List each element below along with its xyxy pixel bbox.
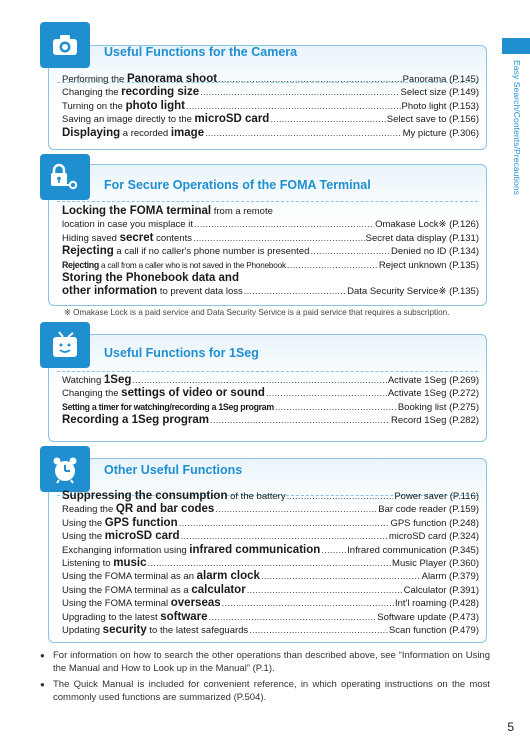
item-label: Using the microSD card [62,530,180,543]
page-reference: Activate 1Seg (P.272) [387,388,479,400]
page-reference: Int'l roaming (P.428) [394,598,479,610]
section-title: Useful Functions for the Camera [104,45,298,59]
list-item [62,232,479,245]
dot-leader [179,517,390,530]
list-item [62,597,479,610]
dot-leader [205,127,402,140]
section-tab-marker [502,38,530,54]
list-item: Recording a 1Seg program ..... Record 1Seg (P.282) [62,414,479,427]
camera-icon [40,22,90,68]
page-reference: Power saver (P.116) [394,491,479,502]
item-label: Listening to music [62,557,147,570]
list-item: Locking the FOMA terminal from a remote [62,205,273,217]
dot-leader [222,597,394,610]
page-reference: Alarm (P.379) [421,571,479,583]
item-label: Displaying a recorded image [62,126,205,139]
item-label: Using the FOMA terminal overseas [62,597,221,610]
item-label: Changing the recording size [62,86,200,99]
list-item [62,73,479,86]
side-section-label: Easy Search/Contents/Precautions [512,60,522,196]
footnote: ※ Omakase Lock is a paid service and Data Security Service is a paid service that requires a subscription. [64,308,450,317]
list-item: Storing the Phonebook data and [62,272,239,285]
list-item [62,530,479,543]
list-item [62,387,479,400]
section-other [40,446,487,642]
list-item [62,570,479,583]
bullet-item: ● The Quick Manual is included for convenient reference, in which operating instructions on the most commonly used functions are summarized (P.504). [40,678,490,704]
list-item [62,584,479,597]
page-reference: Select size (P.149) [400,87,479,99]
item-label: Watching 1Seg [62,374,132,386]
page-reference: GPS function (P.248) [390,517,479,529]
item-label: Using the FOMA terminal as an alarm clock [62,570,260,583]
item-label: Reading the QR and bar codes [62,503,215,516]
list-item [62,490,479,503]
page-reference: microSD card (P.324) [388,531,479,543]
page-reference: Bar code reader (P.159) [378,504,479,516]
section-secure [40,154,487,316]
list-item [62,86,479,99]
page-reference: Secret data display (P.131) [365,232,479,244]
list-item [62,544,479,557]
item-label: Using the GPS function [62,516,178,529]
dot-leader [310,245,390,258]
item-label: Performing the Panorama shoot [62,73,218,85]
dot-leader [249,624,388,637]
item-label: Exchanging information using infrared communication [62,543,321,556]
page-reference: My picture (P.306) [402,127,479,139]
alarm-clock-icon [40,446,90,492]
dot-leader [287,490,394,503]
dot-leader [261,570,421,583]
page-reference: Calculator (P.391) [403,584,479,596]
dot-leader [181,530,388,543]
item-label: Changing the settings of video or sound [62,387,265,400]
dot-leader [193,232,365,245]
item-label: Rejecting a call if no caller's phone number is presented [62,245,310,258]
page-reference: Infrared communication (P.345) [347,544,479,556]
item-label: Upgrading to the latest software [62,610,208,623]
list-item [62,127,479,140]
dot-leader [215,503,377,516]
list-item: Rejecting a call from a caller who is not saved in the Phonebook ..... Reject unknown (P.135) [62,259,479,272]
item-label: Using the FOMA terminal as a calculator [62,583,246,596]
list-item [62,503,479,516]
page-number: 5 [507,720,514,734]
dot-leader [247,584,403,597]
page-reference: Photo light (P.153) [401,100,479,112]
dot-leader [132,374,386,387]
page-reference: Denied no ID (P.134) [390,246,479,258]
item-label: Turning on the photo light [62,99,185,112]
dot-leader [266,387,387,400]
lock-key-icon [40,154,90,200]
oneseg-rows [62,374,479,428]
dot-leader [218,73,402,86]
list-item: other information to prevent data loss ..... Data Security Service※ (P.135) [62,285,479,298]
section-title: Other Useful Functions [104,463,243,477]
list-item: Setting a timer for watching/recording a 1Seg program ..... Booking list (P.275) [62,401,479,414]
bullet-item: ● For information on how to search the other operations than described above, see “Information on Using the Manual and How to Look up in the Manual” (P.1). [40,649,490,675]
item-label: Suppressing the consumption of the battery [62,490,286,502]
item-label: Saving an image directly to the microSD card [62,113,270,126]
page-reference: Select save to (P.156) [386,114,479,126]
list-item [62,517,479,530]
dot-leader [200,86,399,99]
dot-leader [186,100,401,113]
tv-icon [40,322,90,368]
dot-leader [321,544,346,557]
list-item [62,611,479,624]
page-reference: Panorama (P.145) [402,74,479,85]
page-reference: Activate 1Seg (P.269) [387,375,479,386]
section-title: For Secure Operations of the FOMA Terminal [104,178,371,192]
page-reference: Software update (P.473) [377,611,479,623]
list-item [62,100,479,113]
dot-leader [147,557,391,570]
page-reference: Music Player (P.360) [392,558,479,570]
section-1seg [40,322,487,440]
page-reference: Scan function (P.479) [388,625,479,637]
list-item: location in case you misplace it ..... Omakase Lock※ (P.126) [62,218,479,231]
item-label: Updating security to the latest safeguards [62,624,249,637]
dot-leader [270,113,385,126]
dot-leader [209,611,377,624]
list-item [62,557,479,570]
bullet-notes [40,649,490,707]
list-item [62,624,479,637]
section-camera [40,22,487,149]
list-item [62,245,479,258]
list-item [62,374,479,387]
secure-rows [62,205,479,299]
section-title: Useful Functions for 1Seg [104,346,259,360]
list-item [62,113,479,126]
item-label: Hiding saved secret contents [62,231,193,244]
